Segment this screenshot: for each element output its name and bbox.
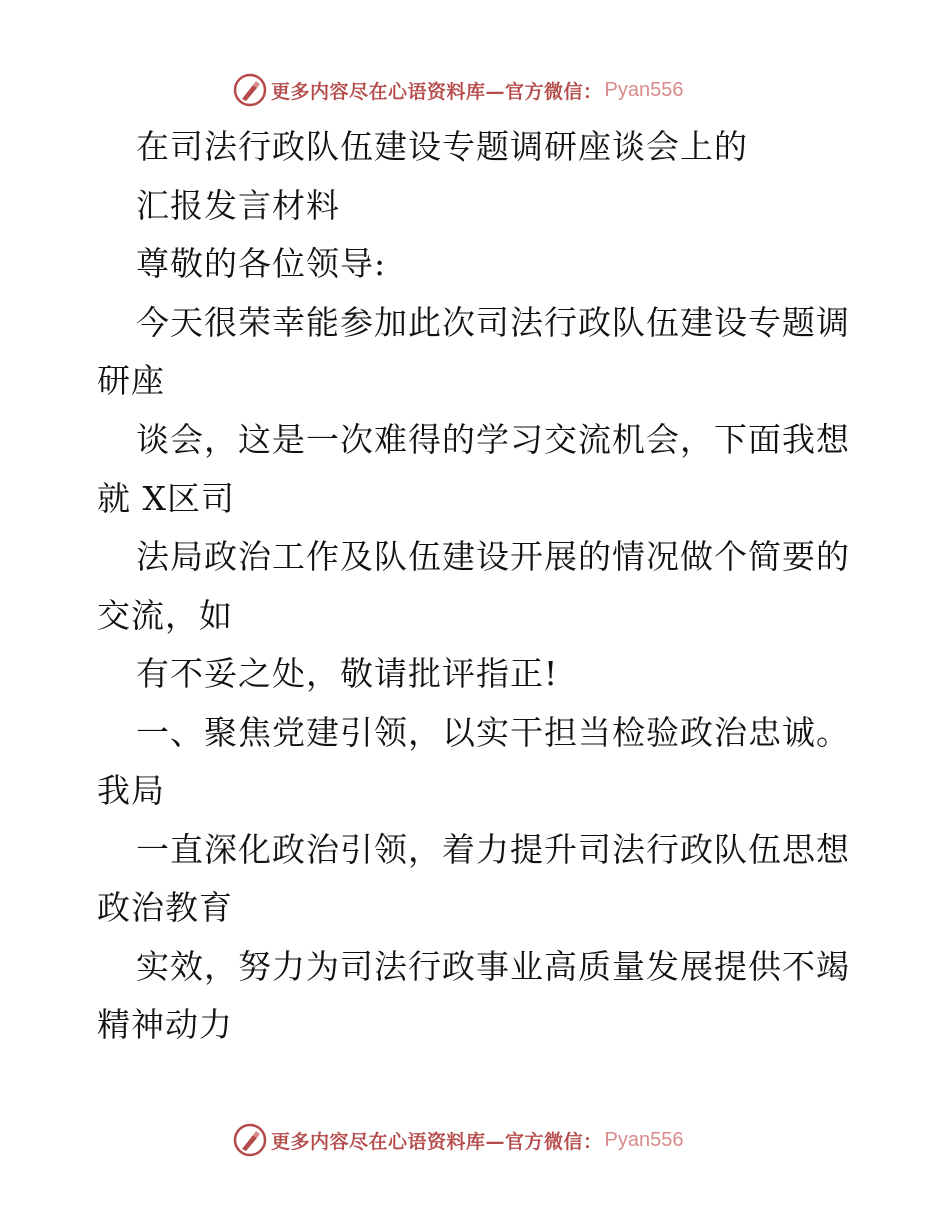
doc-paragraph-line: 今天很荣幸能参加此次司法行政队伍建设专题调 [136,303,850,342]
doc-paragraph-line: 一直深化政治引领，着力提升司法行政队伍思想 [136,830,850,869]
doc-title-line-2: 汇报发言材料 [136,186,340,225]
watermark-bottom [233,1122,683,1158]
doc-title-line-1: 在司法行政队伍建设专题调研座谈会上的 [136,127,748,166]
watermark-text: 更多内容尽在心语资料库—官方微信： [271,80,603,103]
doc-paragraph-line: 研座 [97,361,165,400]
doc-paragraph-line: 我局 [97,771,165,810]
doc-paragraph-line: 实效，努力为司法行政事业高质量发展提供不竭 [136,947,850,986]
doc-paragraph-line: 谈会，这是一次难得的学习交流机会，下面我想 [136,420,850,459]
doc-section-heading: 一、聚焦党建引领，以实干担当检验政治忠诚。 [136,713,850,752]
doc-paragraph-line: 有不妥之处，敬请批评指正! [136,654,559,693]
pen-logo-icon [233,1123,267,1157]
doc-paragraph-line: 政治教育 [97,888,233,927]
doc-paragraph-line: 精神动力 [97,1005,233,1044]
doc-salutation: 尊敬的各位领导: [136,244,387,283]
watermark-text: 更多内容尽在心语资料库—官方微信： [271,1130,603,1153]
doc-paragraph-line: 就 X区司 [97,479,235,518]
watermark-wechat-id: Pyan556 [604,78,684,101]
doc-paragraph-line: 交流，如 [97,596,233,635]
doc-paragraph-line: 法局政治工作及队伍建设开展的情况做个简要的 [136,537,850,576]
watermark-wechat-id: Pyan556 [604,1128,684,1151]
